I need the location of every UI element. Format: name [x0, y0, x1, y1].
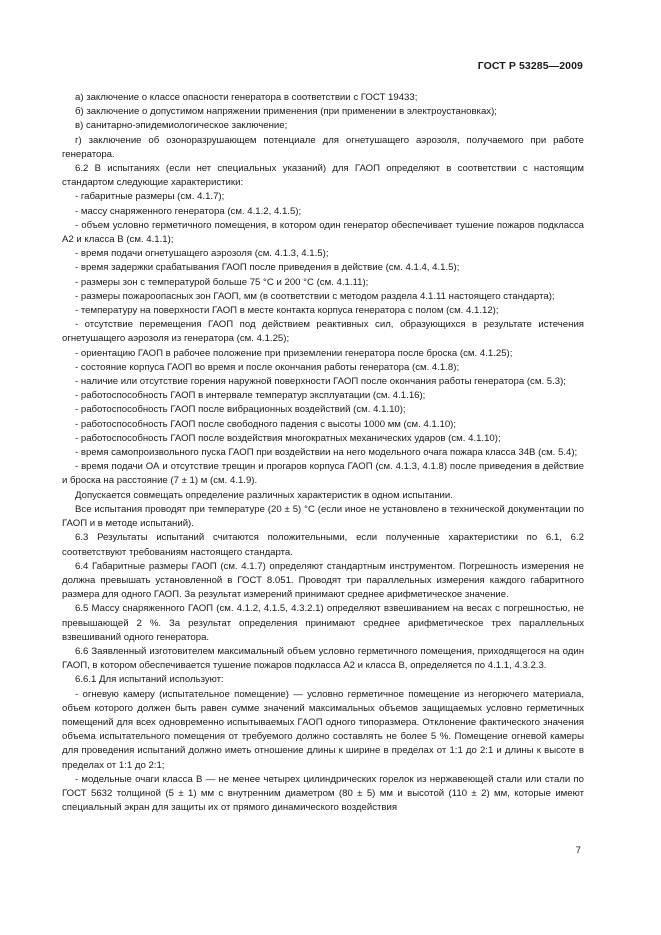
- list-item: - работоспособность ГАОП после воздействия многократных механических ударов (см. 4.1.10);: [75, 432, 501, 444]
- list-item: - отсутствие перемещения ГАОП под действием реактивных сил, образующихся в результате истечения огнетушащего аэрозоля из генератора (см. 4.1.25);: [62, 319, 584, 345]
- list-item: - габаритные размеры (см. 4.1.7);: [75, 191, 225, 203]
- list-item: - размеры пожароопасных зон ГАОП, мм (в соответствии с методом раздела 4.1.11 настоящего стандарта);: [75, 290, 555, 302]
- list-item: - работоспособность ГАОП в интервале температур эксплуатации (см. 4.1.16);: [75, 390, 426, 402]
- document-body: [62, 91, 584, 815]
- list-item: - состояние корпуса ГАОП во время и после окончания работы генератора (см. 4.1.8);: [75, 361, 460, 373]
- list-item: - температуру на поверхности ГАОП в месте контакта корпуса генератора с полом (см. 4.1.12);: [75, 305, 499, 317]
- standard-code-header: ГОСТ Р 53285—2009: [477, 60, 583, 72]
- section-paragraph: 6.3 Результаты испытаний считаются положительными, если полученные характеристики по 6.1, 6.2 соответствуют требованиям настоящего стандарта.: [62, 532, 584, 558]
- section-paragraph: 6.2 В испытаниях (если нет специальных указаний) для ГАОП определяют в соответствии с настоящим стандартом следующие характеристики:: [62, 163, 584, 189]
- body-paragraph: Допускается совмещать определение различных характеристик в одном испытании.: [75, 489, 453, 501]
- list-item: - время задержки срабатывания ГАОП после приведения в действие (см. 4.1.4, 4.1.5);: [75, 262, 460, 274]
- list-item: - работоспособность ГАОП после вибрационных воздействий (см. 4.1.10);: [75, 404, 406, 416]
- list-item: - работоспособность ГАОП после свободного падения с высоты 1000 мм (см. 4.1.10);: [75, 418, 457, 430]
- list-item: - огневую камеру (испытательное помещение) — условно герметичное помещение из негорючего материала, объем которого должен быть равен сумме значений максимальных объемов защищаемых условно герметичных помещений для всех одновременно испытываемых ГАОП одного типоразмера. Отклонение фактического значения объема испытательного помещения от требуемого должно составлять не более 5 %. Помещение огневой камеры для проведения испытаний должно иметь отношение длины к ширине в пределах от 1:1 до 2:1 и длины к высоте в пределах от 1:1 до 2:1;: [62, 688, 584, 771]
- list-item: - время самопроизвольного пуска ГАОП при воздействии на него модельного очага пожара класса 34В (см. 5.4);: [75, 447, 578, 459]
- section-paragraph: 6.4 Габаритные размеры ГАОП (см. 4.1.7) определяют стандартным инструментом. Погрешность измерения не должна превышать установленной в ГОСТ 8.051. Проводят три параллельных измерения каждого габаритного размера для одного ГАОП. За результат измерений принимают среднее арифметическое значение.: [62, 560, 584, 601]
- body-paragraph: Все испытания проводят при температуре (20 ± 5) °С (если иное не установлено в технической документации по ГАОП и в методе испытаний).: [62, 503, 584, 530]
- list-item: - массу снаряженного генератора (см. 4.1.2, 4.1.5);: [75, 205, 302, 217]
- list-item: - объем условно герметичного помещения, в котором один генератор обеспечивает тушение пожаров подкласса А2 и класса В (см. 4.1.1);: [62, 219, 584, 246]
- section-paragraph: 6.6.1 Для испытаний используют:: [75, 674, 224, 686]
- list-item: а) заключение о классе опасности генератора в соответствии с ГОСТ 19433;: [75, 92, 418, 103]
- list-item: б) заключение о допустимом напряжении применения (при применении в электроустановках);: [75, 106, 497, 118]
- list-item: - модельные очаги класса В — не менее четырех цилиндрических горелок из нержавеющей стали или стали по ГОСТ 5632 толщиной (5 ± 1) мм с внутренним диаметром (80 ± 5) мм и высотой (110 ± 2) мм, которые имеют специальный экран для защиты их от прямого динамического воздействия: [62, 773, 584, 814]
- list-item: - время подачи ОА и отсутствие трещин и прогаров корпуса ГАОП (см. 4.1.3, 4.1.8) после приведения в действие и броска на расстояние (7 ± 1) м (см. 4.1.9).: [62, 461, 584, 487]
- list-item: г) заключение об озоноразрушающем потенциале для огнетушащего аэрозоля, получаемого при работе генератора.: [62, 134, 584, 160]
- page-number: 7: [575, 845, 581, 856]
- list-item: - наличие или отсутствие горения наружной поверхности ГАОП после окончания работы генератора (см. 5.3);: [75, 376, 566, 388]
- list-item: - размеры зон с температурой больше 75 °С и 200 °С (см. 4.1.11);: [75, 276, 369, 288]
- section-paragraph: 6.5 Массу снаряженного ГАОП (см. 4.1.2, 4.1.5, 4.3.2.1) определяют взвешиванием на весах с погрешностью, не превышающей 2 %. За результат определения принимают среднее арифметическое трех параллельных взвешиваний одного генератора.: [62, 603, 584, 643]
- section-paragraph: 6.6 Заявленный изготовителем максимальный объем условно герметичного помещения, приходящегося на один ГАОП, в котором обеспечивается тушение пожаров подкласса А2 и класса В, определяется по 4.1.1, 4.3.2.3.: [62, 645, 584, 672]
- list-item: - время подачи огнетушащего аэрозоля (см. 4.1.3, 4.1.5);: [75, 248, 329, 260]
- list-item: - ориентацию ГАОП в рабочее положение при приземлении генератора после броска (см. 4.1.25);: [75, 347, 513, 359]
- list-item: в) санитарно-эпидемиологическое заключение;: [75, 120, 288, 132]
